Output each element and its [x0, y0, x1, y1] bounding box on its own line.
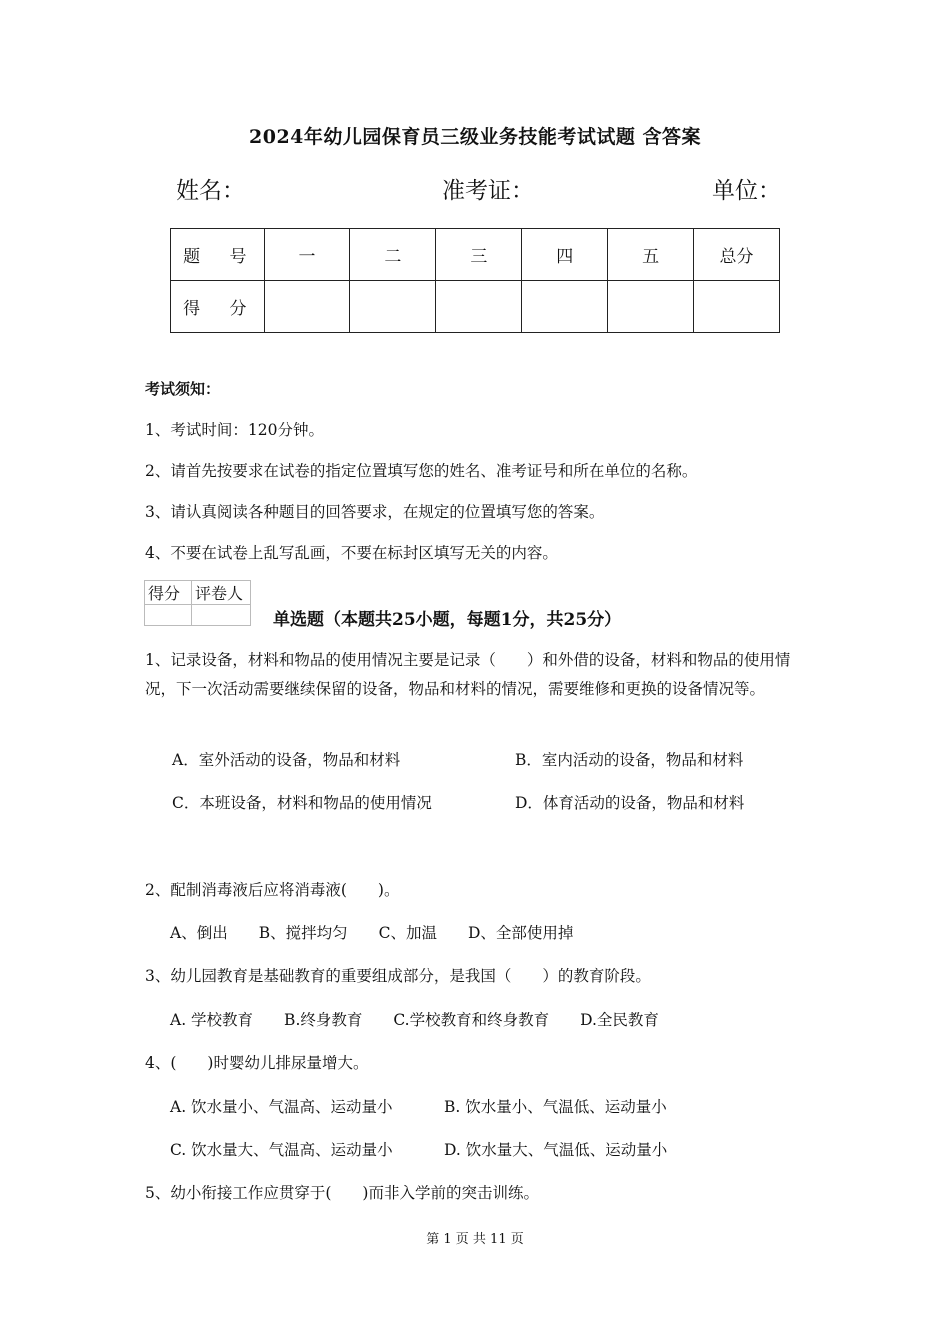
section-title: 单选题（本题共25小题，每题1分，共25分） [273, 610, 622, 630]
grader-reviewer-label: 评卷人 [192, 581, 251, 605]
score-cell-1[interactable] [264, 281, 350, 333]
page-footer: 第 1 页 共 11 页 [426, 1232, 524, 1247]
question-3-options: A. 学校教育 B.终身教育 C.学校教育和终身教育 D.全民教育 [170, 1011, 659, 1029]
score-cell-2[interactable] [350, 281, 436, 333]
grader-score-cell[interactable] [145, 605, 192, 626]
score-table-col-4: 四 [522, 229, 608, 281]
question-4-text: 4、( )时婴幼儿排尿量增大。 [145, 1054, 369, 1072]
grader-score-label: 得分 [145, 581, 192, 605]
score-cell-total[interactable] [694, 281, 780, 333]
grader-box [144, 580, 251, 626]
score-table-header-row [171, 229, 780, 281]
score-cell-3[interactable] [436, 281, 522, 333]
unit-field-label: 单位： [712, 178, 781, 204]
notice-item: 1、考试时间：120分钟。 [145, 421, 324, 439]
question-2-options: A、倒出 B、搅拌均匀 C、加温 D、全部使用掉 [170, 924, 574, 942]
exam-id-field-label: 准考证： [442, 178, 534, 204]
question-4-option-d: D. 饮水量大、气温低、运动量小 [444, 1141, 668, 1159]
question-2-text: 2、配制消毒液后应将消毒液( )。 [145, 881, 400, 899]
question-3-text: 3、幼儿园教育是基础教育的重要组成部分，是我国（ ）的教育阶段。 [145, 967, 651, 985]
score-table-score-row [171, 281, 780, 333]
score-table-col-5: 五 [608, 229, 694, 281]
question-4-option-a: A. 饮水量小、气温高、运动量小 [170, 1098, 393, 1116]
notice-item: 4、不要在试卷上乱写乱画，不要在标封区填写无关的内容。 [145, 544, 558, 562]
score-table-col-1: 一 [264, 229, 350, 281]
question-1-option-d: D．体育活动的设备，物品和材料 [515, 794, 745, 812]
question-4-option-b: B. 饮水量小、气温低、运动量小 [444, 1098, 667, 1116]
score-table-col-2: 二 [350, 229, 436, 281]
notice-heading: 考试须知： [145, 380, 221, 398]
grader-reviewer-cell[interactable] [192, 605, 251, 626]
question-4-option-c: C. 饮水量大、气温高、运动量小 [170, 1141, 393, 1159]
notice-item: 3、请认真阅读各种题目的回答要求，在规定的位置填写您的答案。 [145, 503, 605, 521]
question-5-text: 5、幼小衔接工作应贯穿于( )而非入学前的突击训练。 [145, 1184, 539, 1202]
score-table [170, 228, 780, 333]
question-1-option-a: A．室外活动的设备，物品和材料 [172, 751, 401, 769]
question-1-option-b: B．室内活动的设备，物品和材料 [515, 751, 744, 769]
score-table-row-label: 得 分 [171, 281, 265, 333]
name-field-label: 姓名： [176, 178, 245, 204]
score-table-col-total: 总分 [694, 229, 780, 281]
question-1-option-c: C．本班设备，材料和物品的使用情况 [172, 794, 432, 812]
score-table-header-label: 题 号 [171, 229, 265, 281]
notice-item: 2、请首先按要求在试卷的指定位置填写您的姓名、准考证号和所在单位的名称。 [145, 462, 698, 480]
question-1-text: 1、记录设备，材料和物品的使用情况主要是记录（ ）和外借的设备，材料和物品的使用情况，下一次活动需要继续保留的设备，物品和材料的情况，需要维修和更换的设备情况等。 [145, 651, 791, 698]
score-cell-4[interactable] [522, 281, 608, 333]
page-title: 2024年幼儿园保育员三级业务技能考试试题 含答案 [249, 126, 701, 148]
score-table-col-3: 三 [436, 229, 522, 281]
score-cell-5[interactable] [608, 281, 694, 333]
